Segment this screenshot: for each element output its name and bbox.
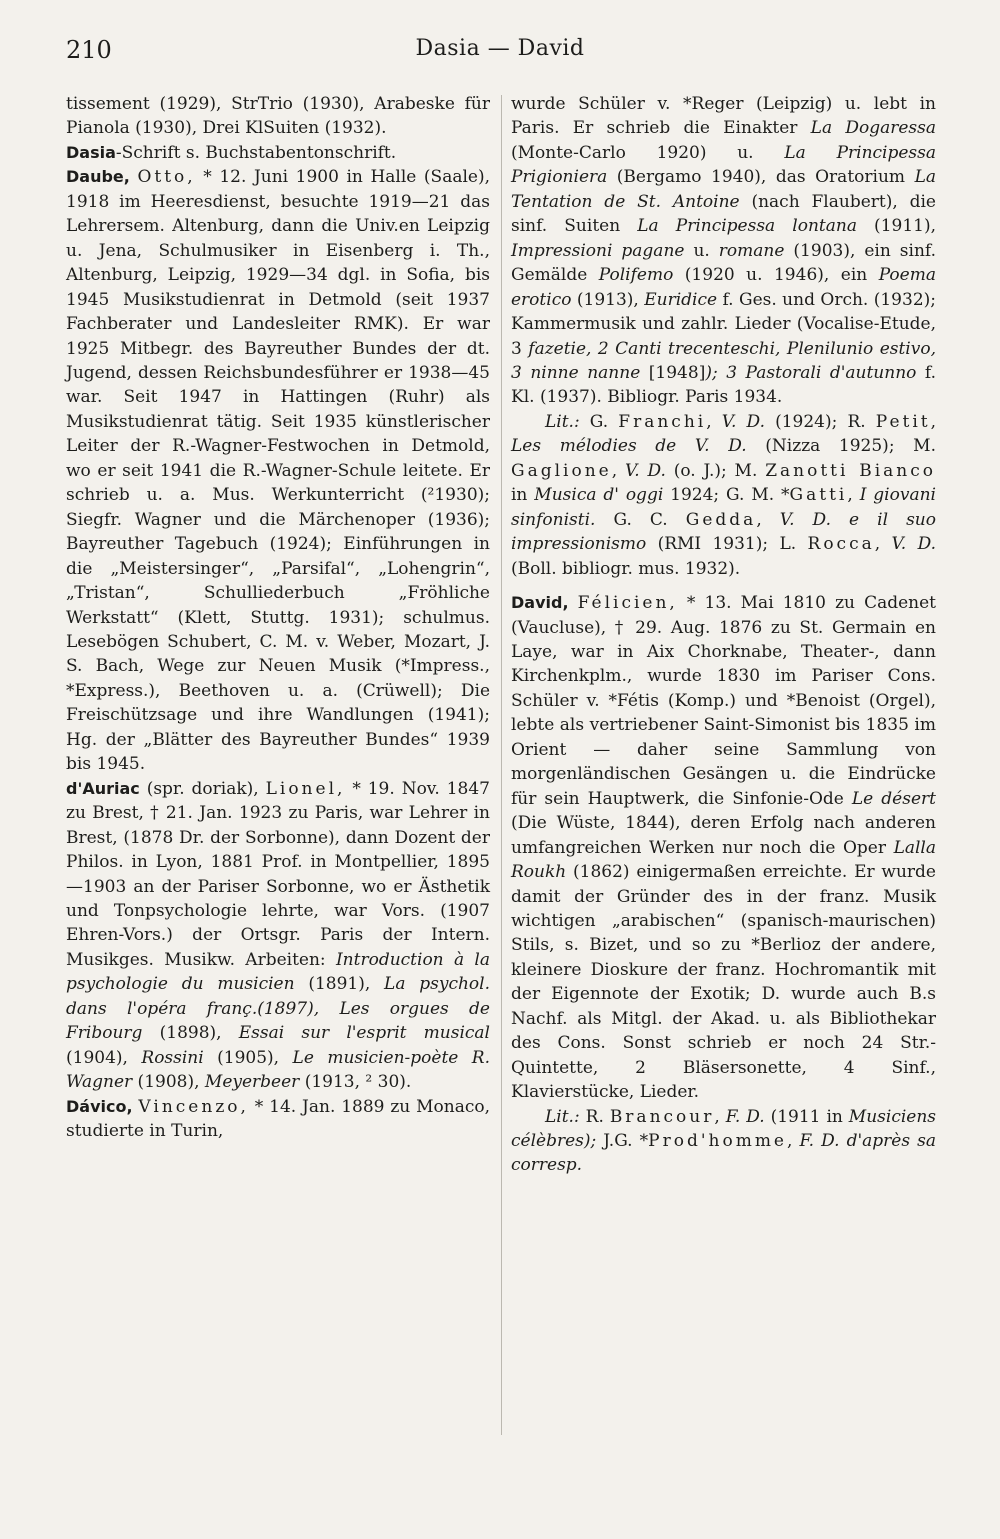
entry-david: [511, 591, 936, 1105]
work-title: Musiciens célèbres);: [511, 1106, 937, 1152]
left-column: [66, 92, 490, 1143]
entry-text: [319, 999, 339, 1019]
entry-davico: [66, 1095, 490, 1144]
entry-text: ,: [847, 485, 860, 506]
work-title: I giovani sinfonisti.: [511, 485, 936, 530]
work-title: Les orgues de Fribourg: [66, 998, 490, 1044]
person-name: Otto,: [137, 167, 196, 188]
entry-text: (Nizza 1925); M.: [746, 436, 936, 457]
lit-label: Lit.:: [545, 411, 580, 432]
entry-lemma: David,: [511, 593, 569, 613]
work-title: Meyerbeer: [204, 1072, 300, 1093]
literature-david: [511, 1105, 936, 1178]
entry-text: (1904),: [66, 1047, 142, 1068]
continued-paragraph: tissement (1929), StrTrio (1930), Arabeske für Pianola (1930), Drei KlSuiten (1932).: [66, 94, 490, 139]
work-title: V. D. e il suo impressionismo: [511, 509, 936, 555]
entry-lemma: Dasia: [66, 142, 116, 162]
author-name: Gedda: [685, 509, 757, 530]
entry-text: (1911),: [856, 216, 936, 237]
entry-davico-continued: [511, 92, 936, 410]
work-title: V. D.: [721, 411, 765, 432]
work-title: V. D.: [624, 460, 666, 481]
column-divider: [501, 95, 502, 1435]
entry-lemma: Dávico,: [66, 1096, 133, 1116]
author-name: Zanotti Bianco: [765, 460, 936, 481]
entry-text: (1862) einigermaßen erreichte. Er wurde damit der Gründer des in der franz. Musik wichtigen „arabischen“ (spanisch-maurischen) Stils, s. Bizet, und so zu *Berlioz der andere, kleinere Dioskure der franz. Hochromantik mit der Eigennote der Exotik; D. wurde auch B.s Nachf. als Mitgl. der Akad. u. als Bibliothekar des Cons. Sonst schrieb er noch 24 Str.-Quintette, 2 Bläsersonette, 4 Sinf., Klavierstücke, Lieder.: [511, 862, 936, 1103]
entry-lemma: d'Auriac: [66, 778, 140, 798]
entry-text: wurde Schüler v. *Reger (Leipzig) u. lebt in Paris. Er schrieb die Einakter: [511, 94, 936, 139]
entry-text: 1924; G. M. *: [663, 485, 790, 506]
author-name: Brancour: [609, 1106, 715, 1127]
work-title: Introduction à la psychologie du musicien: [66, 949, 490, 995]
entry-text: f. Kl. (1937). Bibliogr. Paris 1934.: [511, 362, 936, 408]
entry-text: ,: [706, 411, 722, 432]
entry-text: (1911 in: [764, 1106, 849, 1127]
author-name: Petit: [875, 411, 931, 432]
entry-text: * 14. Jan. 1889 zu Monaco, studierte in Turin,: [66, 1096, 491, 1142]
entry-text: (RMI 1931); L.: [646, 534, 808, 555]
entry-text: in: [511, 485, 535, 506]
entry-text: ,: [874, 534, 892, 555]
entry-text: (1913, ² 30).: [299, 1072, 412, 1093]
entry-text: ,: [611, 460, 625, 481]
author-name: Gaglione: [511, 460, 612, 481]
work-title: Le désert: [851, 788, 936, 809]
entry-dasia: [66, 141, 490, 165]
entry-text: (Bergamo 1940), das Oratorium: [607, 167, 915, 188]
entry-text: ,: [756, 509, 780, 530]
entry-text: (1905),: [203, 1047, 293, 1068]
entry-text: G.: [579, 411, 619, 432]
entry-text: (Die Wüste, 1844), deren Erfolg nach anderen umfangreichen Werken nur noch die Oper: [511, 813, 936, 858]
work-title: V. D.: [891, 534, 936, 555]
work-title: F. D.: [725, 1106, 765, 1127]
entry-text: (1903), ein sinf. Gemälde: [511, 240, 936, 286]
page-number: 210: [66, 36, 112, 64]
entry-text: f. Ges. und Orch. (1932); Kammermusik und zahlr. Lieder (Vocalise-Etude, 3: [511, 289, 936, 359]
work-title: Rossini: [141, 1047, 204, 1068]
entry-dauriac: [66, 777, 490, 1095]
author-name: Prod'homme: [648, 1131, 787, 1152]
entry-text: [1948]: [640, 362, 706, 383]
author-name: Rocca: [807, 534, 875, 555]
work-title: La Principessa Prigioniera: [511, 142, 937, 188]
work-title: fazetie, 2 Canti trecenteschi, Plenilunio estivo, 3 ninne nanne: [511, 338, 936, 383]
entry-text: ,: [930, 411, 937, 432]
entry-text: ,: [714, 1106, 726, 1127]
work-title: La Principessa lontana: [637, 216, 857, 237]
work-title: Lalla Roukh: [511, 837, 936, 883]
entry-text: (1924); R.: [764, 411, 876, 432]
author-name: Franchi: [618, 411, 707, 432]
entry-text: (1908),: [132, 1072, 205, 1093]
work-title: La psychol. dans l'opéra franç.(1897),: [66, 974, 490, 1019]
page-header: [66, 36, 934, 66]
person-name: Lionel,: [265, 778, 346, 799]
lit-label: Lit.:: [545, 1106, 580, 1127]
entry-text: J.G. *: [596, 1131, 649, 1152]
entry-text: * 19. Nov. 1847 zu Brest, † 21. Jan. 1923 zu Paris, war Lehrer in Brest, (1878 Dr. der Sorbonne), dann Dozent der Philos. in Lyon, 1881 Prof. in Montpellier, 1895—1903 an der Pariser Sorbonne, wo er Ästhetik und Tonpsychologie lehrte, war Vors. (1907 Ehren-Vors.) der Ortsgr. Paris der Intern. Musikges. Musikw. Arbeiten:: [66, 778, 490, 970]
right-column: [511, 92, 936, 1178]
entry-text: * 13. Mai 1810 zu Cadenet (Vaucluse), † 29. Aug. 1876 zu St. Germain en Laye, war in Aix Chorknabe, Theater-, dann Kirchenkplm., wurde 1830 im Pariser Cons. Schüler v. *Fétis (Komp.) und *Benoist (Orgel), lebte als vertriebener Saint-Simonist bis 1835 im Orient — daher seine Sammlung von morgenländischen Gesängen u. die Eindrücke für sein Hauptwerk, die Sinfonie-Ode: [511, 593, 937, 809]
entry-lemma: Daube,: [66, 167, 130, 187]
entry-text: (1891),: [294, 974, 385, 995]
work-title: ); 3 Pastorali d'autunno: [705, 362, 917, 383]
literature-davico: [511, 410, 936, 581]
work-title: Le musicien-poète R. Wagner: [66, 1047, 490, 1093]
entry-text: G. C.: [595, 509, 686, 530]
work-title: romane: [718, 240, 785, 261]
work-title: F. D. d'après sa corresp.: [511, 1131, 937, 1176]
work-title: La Tentation de St. Antoine: [511, 167, 936, 212]
entry-text: (Boll. bibliogr. mus. 1932).: [511, 558, 741, 579]
entry-text: (1898),: [142, 1023, 239, 1044]
entry-daube: [66, 165, 490, 776]
work-title: Euridice: [644, 289, 718, 310]
person-name: Vincenzo,: [138, 1096, 249, 1117]
entry-text: (1913),: [571, 289, 645, 310]
work-title: Impressioni pagane: [511, 240, 685, 261]
work-title: La Dogaressa: [810, 118, 937, 139]
entry-text: * 12. Juni 1900 in Halle (Saale), 1918 im Heeresdienst, besuchte 1919—21 das Lehrersem. Altenburg, dann die Univ.en Leipzig u. Jena, Schulmusiker in Eisenberg i. Th., Altenburg, Leipzig, 1929—34 dgl. in Sofia, bis 1945 Musikstudienrat in Detmold (seit 1937 Fachberater und Landesleiter RMK). Er war 1925 Mitbegr. des Bayreuther Bundes der dt. Jugend, dessen Reichsbundesführer er 1938—45 war. Seit 1947 in Hattingen (Ruhr) als Musikstudienrat tätig. Seit 1935 künstlerischer Leiter der R.-Wagner-Festwochen in Detmold, wo er seit 1941 die R.-Wagner-Schule leitete. Er schrieb u. a. Mus. Werkunterricht (²1930); Siegfr. Wagner und die Märchenoper (1936); Bayreuther Tagebuch (1924); Einführungen in die „Meistersinger“, „Parsifal“, „Lohengrin“, „Tristan“, Schulliederbuch „Fröhliche Werkstatt“ (Klett, Stuttg. 1931); schulmus. Lesebögen Schubert, C. M. v. Weber, Mozart, J. S. Bach, Wege zur Neuen Musik (*Impress., *Express.), Beethoven u. a. (Crüwell); Die Freischützsage und ihre Wandlungen (1941); Hg. der „Blätter des Bayreuther Bundes“ 1939 bis 1945.: [66, 167, 490, 775]
entry-text: (o. J.); M.: [665, 460, 766, 481]
work-title: Les mélodies de V. D.: [511, 436, 747, 457]
entry-text: R.: [579, 1106, 610, 1127]
work-title: Polifemo: [598, 265, 674, 286]
work-title: Essai sur l'esprit musical: [238, 1023, 490, 1044]
entry-text: (Monte-Carlo 1920) u.: [511, 142, 785, 163]
entry-text: ,: [787, 1131, 800, 1152]
person-name: Félicien,: [577, 593, 678, 614]
running-head: Dasia — David: [415, 36, 585, 61]
work-title: Musica d' oggi: [534, 485, 664, 506]
pronunciation: (spr. doriak),: [139, 778, 266, 799]
entry-text: u.: [684, 240, 719, 261]
entry-text: -Schrift s. Buchstabentonschrift.: [115, 142, 397, 163]
author-name: Gatti: [789, 485, 848, 506]
work-title: Poema erotico: [511, 265, 936, 310]
entry-text: (1920 u. 1946), ein: [673, 265, 879, 286]
entry-text: (nach Flaubert), die sinf. Suiten: [511, 191, 936, 237]
